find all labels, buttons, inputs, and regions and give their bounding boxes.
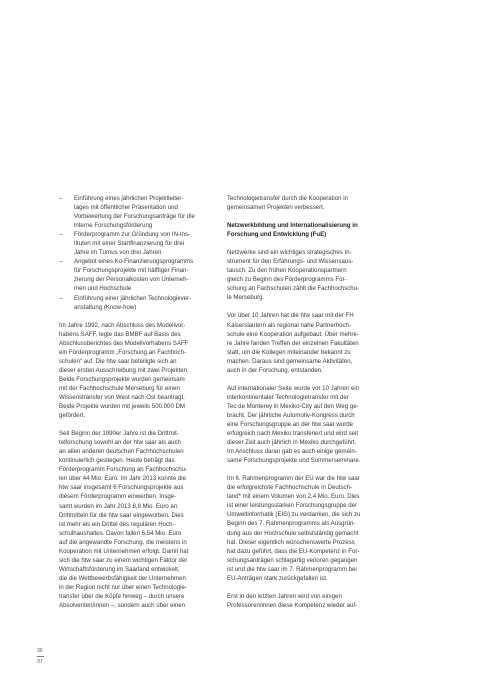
dash-glyph: – <box>59 258 63 266</box>
paragraph: Im Jahre 1992, nach Abschluss des Modellvor- habens SAFF, legte das BMBF auf Basis des Abschlussberichtes des Modellvorhabens SAFF ein Förderprogramm „Forschung an Fachhoch- schulen“ auf. Die htw saar beteiligte sich an dieser ersten Ausschreibung mit zwei Projekten. Beide Forschungsprojekte wurden gemeinsam mit der Fachhochschule Merseburg für einen Wissenstransfer von West nach Ost beantragt. Beide Projekte wurden mit jeweils 500.000 DM gefördert. <box>59 321 189 420</box>
bullet-item: – Einführung eines jährlichen Projektleiter- tages mit öffentlicher Präsentation und Vorbewertung der Forschungsanträge für die interne Forschungsförderung <box>59 195 195 230</box>
right-column <box>227 194 393 610</box>
left-column <box>59 194 205 610</box>
dash-glyph: – <box>59 294 63 302</box>
section-heading: Netzwerkbildung und Internationalisierung in Forschung und Entwicklung (FuE) <box>227 222 358 239</box>
paragraph: Netzwerke sind ein wichtiges strategisches In- strument für den Erfahrungs- und Wissensaus- tausch. Zu den frühen Kooperationspartnern gleich zu Beginn des Förderprogramms For- schung an Fachschulen zählt die Fachhochschu- le Merseburg. <box>227 249 360 302</box>
page-number-right: 37 <box>37 659 43 665</box>
dash-glyph: – <box>59 195 63 202</box>
paragraph: Im 6. Rahmenprogramm der EU war die htw saar die erfolgreichste Fachhochschule in Deutsch- land* mit einem Volumen von 2,4 Mio. Euro. Dies ist einer leistungsstarken Forschungsgruppe der Umweltinformatik (EIG) zu verdanken, die sich zu Beginn des 7. Rahmenprogramms als Ausgrün- dung aus der Hochschule selbstständig gemacht hat. Dieser eigentlich wünschenswerte Prozess hat dazu geführt, dass die EU-Kompetenz in For- schungsanträgen schlagartig verloren gegangen ist und die htw saar im 7. Rahmenprogramm bei EU-Anträgen stark zurückgefallen ist. <box>227 475 361 582</box>
paragraph: Auf internationaler Seite wurde vor 10 Jahren ein interkontinentaler Technologietransfer mit der Tec de Monterey in Mexiko-City auf den Weg ge- bracht. Der jährliche Automotiv-Kongress durch eine Forschungsgruppe an der htw saar wurde erfolgreich nach Mexiko transferiert und wird seit dieser Zeit auch jährlich in Mexiko durchgeführt. Im Anschluss daran gab es auch einige gemein- same Forschungsprojekte und Sommerseminare. <box>227 384 361 465</box>
bullet-item: – Förderprogramm zur Gründung von IN-Ins- tituten mit einer Startfinanzierung für drei Jahre im Turnus von drei Jahren <box>59 231 191 257</box>
dash-glyph: – <box>59 231 63 239</box>
paragraph: Technologietransfer durch die Kooperation in gemeinsamen Projekten verbessert. <box>227 195 348 212</box>
paragraph: Seit Beginn der 1990er Jahre ist die Drittmit- telforschung sowohl an der htw saar als auch an allen anderen deutschen Fachhochschulen kontinuierlich gestiegen. Heute beträgt das Förderprogramm Forschung an Fachhochschu- len über 44 Mio. Euro. Im Jahr 2013 konnte die htw saar insgesamt 6 Forschungsprojekte aus diesem Förderprogramm einwerben. Insge- samt wurden im Jahr 2013 8,8 Mio. Euro an Drittmitteln für die htw saar eingeworben. Dies ist mehr als ein Drittel des regulären Hoch- schulhaushaltes. Davon fallen 6,54 Mio. Euro auf die angewandte Forschung, die meistens in Kooperation mit Unternehmen erfolgt. Damit hat sich die htw saar zu einem wichtigen Faktor der Wirtschaftsförderung im Saarland entwickelt, die die Wettbewerbsfähigkeit der Unternehmen in der Region nicht nur über einen Technologie- transfer über die Köpfe hinweg – durch unsere Absolventen/innen –, sondern auch über einen <box>59 430 189 610</box>
paragraph: Erst in den letzten Jahren wird von einigen Professoren/innen diese Kompetenz wieder auf- <box>227 592 358 609</box>
page-number-left: 36 <box>37 648 43 654</box>
bullet-item: – Einführung einer jährlichen Technologiever- anstaltung (Know-how) <box>59 294 192 311</box>
page-number-divider <box>37 656 44 657</box>
bullet-list <box>59 194 205 312</box>
paragraph: Vor über 10 Jahren hat die htw saar mit der FH Kaiserslautern als regional nahe Partnerhoch- schule eine Kooperation aufgebaut. Über mehre- re Jahre fanden Treffen der einzelnen Fakultäten statt, um die Kollegen miteinander bekannt zu machen. Daraus sind gemeinsame Aktivitäten, auch in der Forschung, entstanden. <box>227 312 359 374</box>
bullet-item: – Angebot eines Ko-Finanzierungsprogramms für Forschungsprojekte mit hälftiger Finan- zierung der Personalkosten von Unterneh- men und Hochschule <box>59 258 194 293</box>
